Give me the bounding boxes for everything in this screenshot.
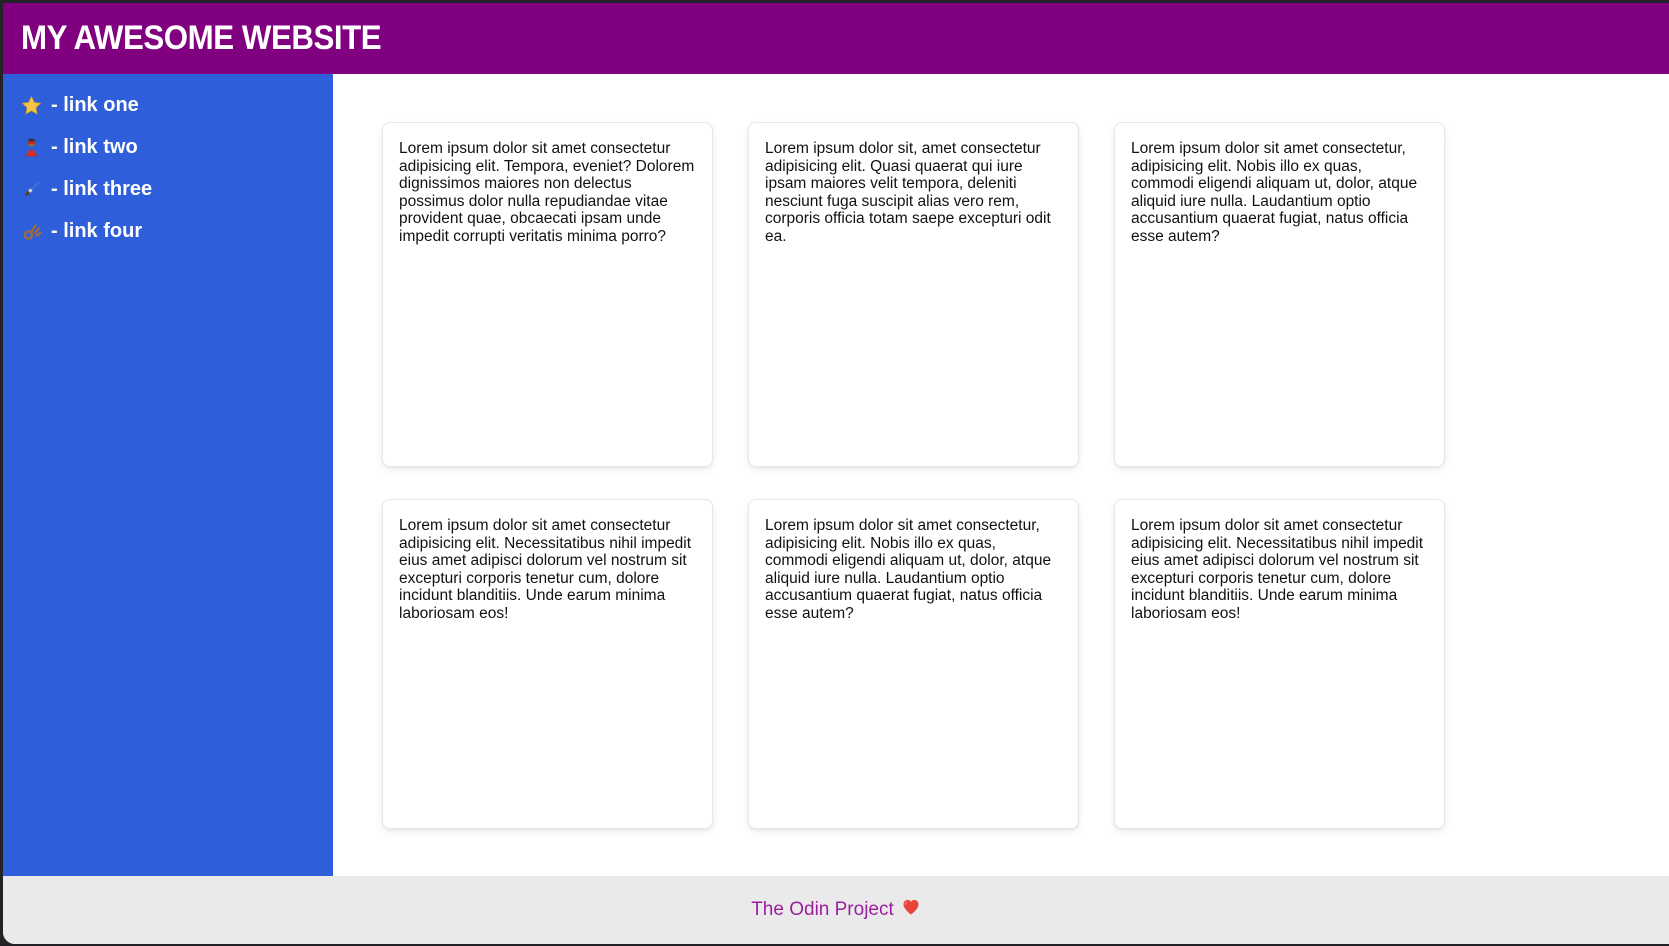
- sidebar-item-link-one[interactable]: [20, 94, 333, 117]
- card: [1114, 122, 1445, 467]
- paintbrush-icon: [20, 179, 42, 201]
- card-text: Lorem ipsum dolor sit amet consectetur adipisicing elit. Necessitatibus nihil impedit eius amet adipisci dolorum vel nostrum sit excepturi corporis tenetur cum, dolore incidunt blanditiis. Unde earum minima laboriosam eos!: [1131, 517, 1424, 622]
- sidebar-item-link-three[interactable]: [20, 178, 333, 201]
- odin-project-link[interactable]: [751, 897, 921, 923]
- heart-icon: [901, 897, 921, 923]
- card: [748, 122, 1079, 467]
- sidebar-item-label: - link two: [51, 136, 138, 158]
- sidebar-item-link-four[interactable]: [20, 220, 333, 243]
- card-text: Lorem ipsum dolor sit amet consectetur, adipisicing elit. Nobis illo ex quas, commodi eligendi aliquam ut, dolor, atque aliquid iure nulla. Laudantium optio accusantium quaerat fugiat, natus officia esse autem?: [765, 517, 1052, 622]
- page-title: MY AWESOME WEBSITE: [21, 19, 382, 57]
- site-footer: [3, 876, 1669, 944]
- card: [748, 499, 1079, 829]
- card-text: Lorem ipsum dolor sit amet consectetur, adipisicing elit. Nobis illo ex quas, commodi eligendi aliquam ut, dolor, atque aliquid iure nulla. Laudantium optio accusantium quaerat fugiat, natus officia esse autem?: [1131, 140, 1418, 245]
- card-grid: [382, 122, 1669, 829]
- sidebar: [3, 74, 333, 876]
- card-text: Lorem ipsum dolor sit amet consectetur adipisicing elit. Tempora, eveniet? Dolorem dignissimos maiores non delectus possimus dolor nulla repudiandae vitae provident quae, obcaecati ipsam unde impedit corrupti veritatis minima porro?: [399, 140, 695, 245]
- card: [382, 499, 713, 829]
- body-row: [3, 74, 1669, 876]
- sidebar-item-link-two[interactable]: [20, 136, 333, 159]
- sidebar-item-label: - link four: [51, 220, 143, 242]
- star-icon: [20, 95, 42, 117]
- site-header: [3, 3, 1669, 74]
- card: [1114, 499, 1445, 829]
- card: [382, 122, 713, 467]
- main-content: [333, 74, 1669, 876]
- footer-link-label: The Odin Project: [751, 899, 894, 920]
- browser-page: [3, 3, 1669, 944]
- card-text: Lorem ipsum dolor sit, amet consectetur adipisicing elit. Quasi quaerat qui iure ipsam maiores velit tempora, deleniti nesciunt fuga suscipit alias vero rem, corporis officia totam saepe excepturi odit ea.: [765, 140, 1051, 245]
- superhero-icon: [20, 137, 42, 159]
- card-text: Lorem ipsum dolor sit amet consectetur adipisicing elit. Necessitatibus nihil impedit eius amet adipisci dolorum vel nostrum sit excepturi corporis tenetur cum, dolore incidunt blanditiis. Unde earum minima laboriosam eos!: [399, 517, 692, 622]
- sidebar-nav-list: [20, 94, 333, 243]
- sidebar-item-label: - link three: [51, 178, 153, 200]
- sidebar-item-label: - link one: [51, 94, 139, 116]
- ok-hand-icon: [20, 221, 42, 243]
